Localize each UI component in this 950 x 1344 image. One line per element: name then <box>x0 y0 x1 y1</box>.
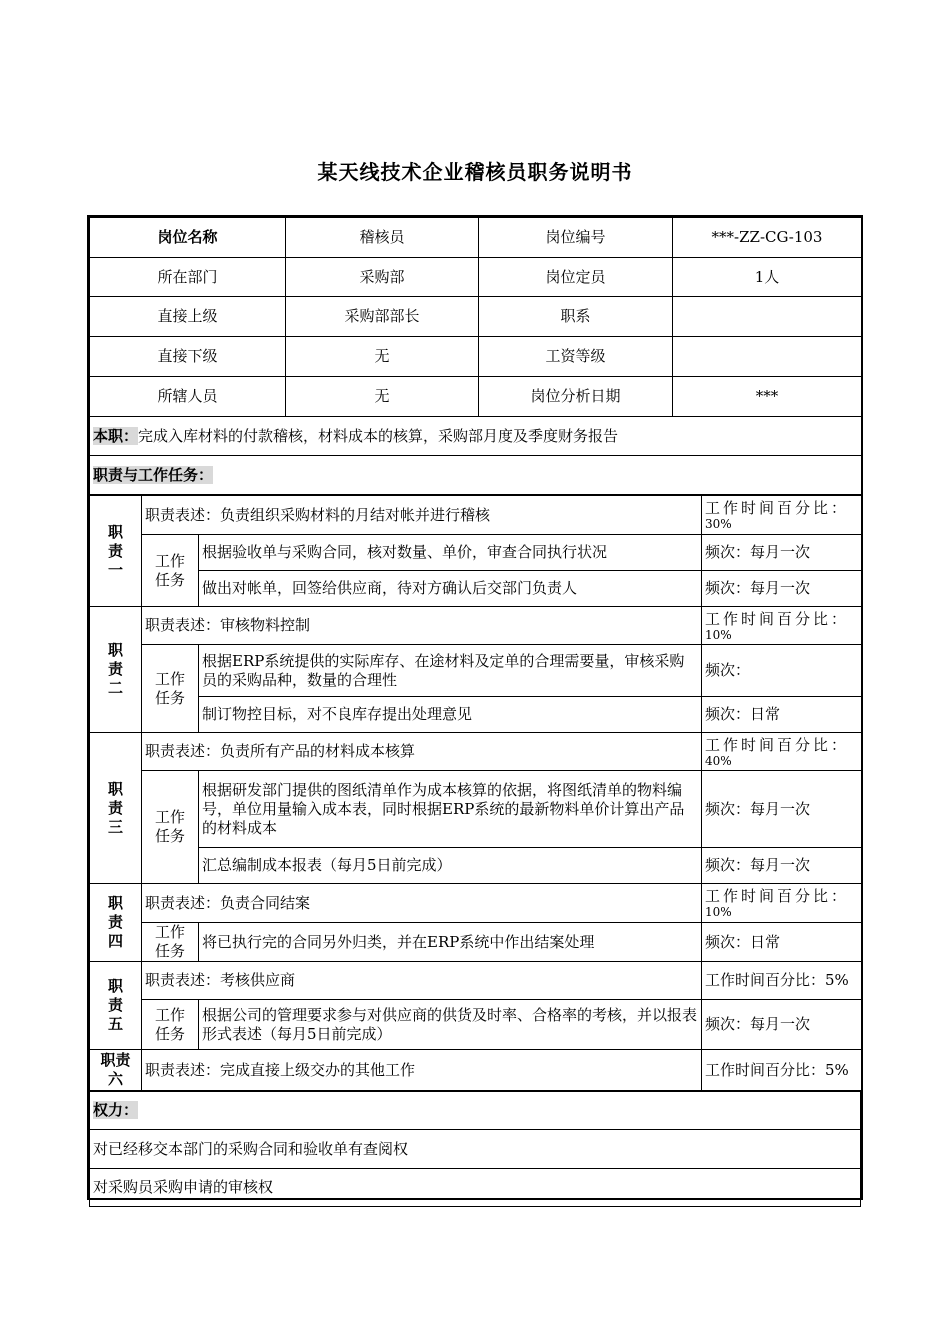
task-row <box>90 535 862 571</box>
duty-desc-row <box>90 496 862 535</box>
task-row <box>90 923 862 962</box>
duty-description: 职责表述：负责所有产品的材料成本核算 <box>142 733 702 771</box>
task-row <box>90 697 862 733</box>
duty-label: 职 责 四 <box>90 884 142 962</box>
benzhi-cell <box>90 417 862 456</box>
duty-desc-row <box>90 1050 862 1091</box>
duty-desc-row <box>90 884 862 923</box>
duty-label: 职 责 三 <box>90 733 142 884</box>
duty-desc-row <box>90 962 862 1000</box>
powers-table <box>89 1091 861 1207</box>
benzhi-row <box>90 417 862 456</box>
task-text: 根据验收单与采购合同，核对数量、单价，审查合同执行状况 <box>199 535 702 571</box>
info-value: *** <box>673 377 862 417</box>
info-value <box>673 297 862 337</box>
duty-description: 职责表述：考核供应商 <box>142 962 702 1000</box>
job-description-table <box>87 215 863 1200</box>
info-value: 采购部部长 <box>286 297 479 337</box>
info-value <box>673 337 862 377</box>
task-frequency: 频次：日常 <box>702 923 862 962</box>
task-frequency: 频次： <box>702 645 862 697</box>
info-key: 岗位名称 <box>90 218 286 258</box>
duty-time-percent: 工作时间百分比：5% <box>702 1050 862 1091</box>
task-text: 将已执行完的合同另外归类，并在ERP系统中作出结案处理 <box>199 923 702 962</box>
task-frequency: 频次：每月一次 <box>702 535 862 571</box>
work-task-label: 工作 任务 <box>142 923 199 962</box>
task-row <box>90 848 862 884</box>
duty-label: 职 责 一 <box>90 496 142 607</box>
task-text: 根据公司的管理要求参与对供应商的供货及时率、合格率的考核，并以报表形式表述（每月5日前完成） <box>199 1000 702 1050</box>
info-value: ***-ZZ-CG-103 <box>673 218 862 258</box>
work-task-label: 工作 任务 <box>142 645 199 733</box>
task-row <box>90 1000 862 1050</box>
task-text: 做出对帐单，回签给供应商，待对方确认后交部门负责人 <box>199 571 702 607</box>
info-row <box>90 258 862 297</box>
task-frequency: 频次：日常 <box>702 697 862 733</box>
info-key: 直接下级 <box>90 337 286 377</box>
duties-table <box>89 495 862 1091</box>
info-row <box>90 377 862 417</box>
duty-time-percent: 工作时间百分比： 40% <box>702 733 862 771</box>
duty-time-percent: 工作时间百分比：5% <box>702 962 862 1000</box>
task-text: 根据ERP系统提供的实际库存、在途材料及定单的合理需要量，审核采购员的采购品种，数量的合理性 <box>199 645 702 697</box>
task-frequency: 频次：每月一次 <box>702 771 862 848</box>
task-text: 制订物控目标，对不良库存提出处理意见 <box>199 697 702 733</box>
powers-header-label: 权力： <box>93 1101 139 1119</box>
duty-time-percent: 工作时间百分比： 10% <box>702 607 862 645</box>
power-row <box>90 1130 861 1169</box>
task-row <box>90 571 862 607</box>
benzhi-text: 完成入库材料的付款稽核，材料成本的核算，采购部月度及季度财务报告 <box>138 426 619 445</box>
duty-desc-row <box>90 733 862 771</box>
duty-time-percent: 工作时间百分比： 10% <box>702 884 862 923</box>
info-value: 1人 <box>673 258 862 297</box>
duty-desc-row <box>90 607 862 645</box>
info-value: 采购部 <box>286 258 479 297</box>
info-value: 无 <box>286 377 479 417</box>
info-table <box>89 217 862 495</box>
task-row <box>90 645 862 697</box>
duty-time-percent: 工作时间百分比： 30% <box>702 496 862 535</box>
duty-description: 职责表述：完成直接上级交办的其他工作 <box>142 1050 702 1091</box>
info-key: 岗位编号 <box>479 218 673 258</box>
info-key: 职系 <box>479 297 673 337</box>
duty-description: 职责表述：负责组织采购材料的月结对帐并进行稽核 <box>142 496 702 535</box>
task-frequency: 频次：每月一次 <box>702 848 862 884</box>
duties-header <box>90 456 862 495</box>
duty-description: 职责表述：审核物料控制 <box>142 607 702 645</box>
duty-label: 职 责 五 <box>90 962 142 1050</box>
info-key: 岗位分析日期 <box>479 377 673 417</box>
document-title: 某天线技术企业稽核员职务说明书 <box>317 160 633 184</box>
info-key: 所在部门 <box>90 258 286 297</box>
work-task-label: 工作 任务 <box>142 535 199 607</box>
info-key: 所辖人员 <box>90 377 286 417</box>
info-row <box>90 297 862 337</box>
power-row <box>90 1169 861 1207</box>
duties-header-row <box>90 456 862 495</box>
duties-header-label: 职责与工作任务： <box>93 465 214 484</box>
info-row <box>90 337 862 377</box>
duty-label: 职 责 二 <box>90 607 142 733</box>
info-value: 无 <box>286 337 479 377</box>
info-row <box>90 218 862 258</box>
benzhi-label: 本职： <box>93 426 139 445</box>
info-key: 直接上级 <box>90 297 286 337</box>
task-text: 汇总编制成本报表（每月5日前完成） <box>199 848 702 884</box>
power-item: 对已经移交本部门的采购合同和验收单有查阅权 <box>90 1130 861 1169</box>
task-text: 根据研发部门提供的图纸清单作为成本核算的依据，将图纸清单的物料编号，单位用量输入成本表，同时根据ERP系统的最新物料单价计算出产品的材料成本 <box>199 771 702 848</box>
duty-label: 职责 六 <box>90 1050 142 1091</box>
task-frequency: 频次：每月一次 <box>702 1000 862 1050</box>
powers-header <box>90 1092 861 1130</box>
duty-description: 职责表述：负责合同结案 <box>142 884 702 923</box>
power-item: 对采购员采购申请的审核权 <box>90 1169 861 1207</box>
work-task-label: 工作 任务 <box>142 771 199 884</box>
info-value: 稽核员 <box>286 218 479 258</box>
work-task-label: 工作 任务 <box>142 1000 199 1050</box>
info-key: 工资等级 <box>479 337 673 377</box>
task-frequency: 频次：每月一次 <box>702 571 862 607</box>
powers-header-row <box>90 1092 861 1130</box>
info-key: 岗位定员 <box>479 258 673 297</box>
task-row <box>90 771 862 848</box>
